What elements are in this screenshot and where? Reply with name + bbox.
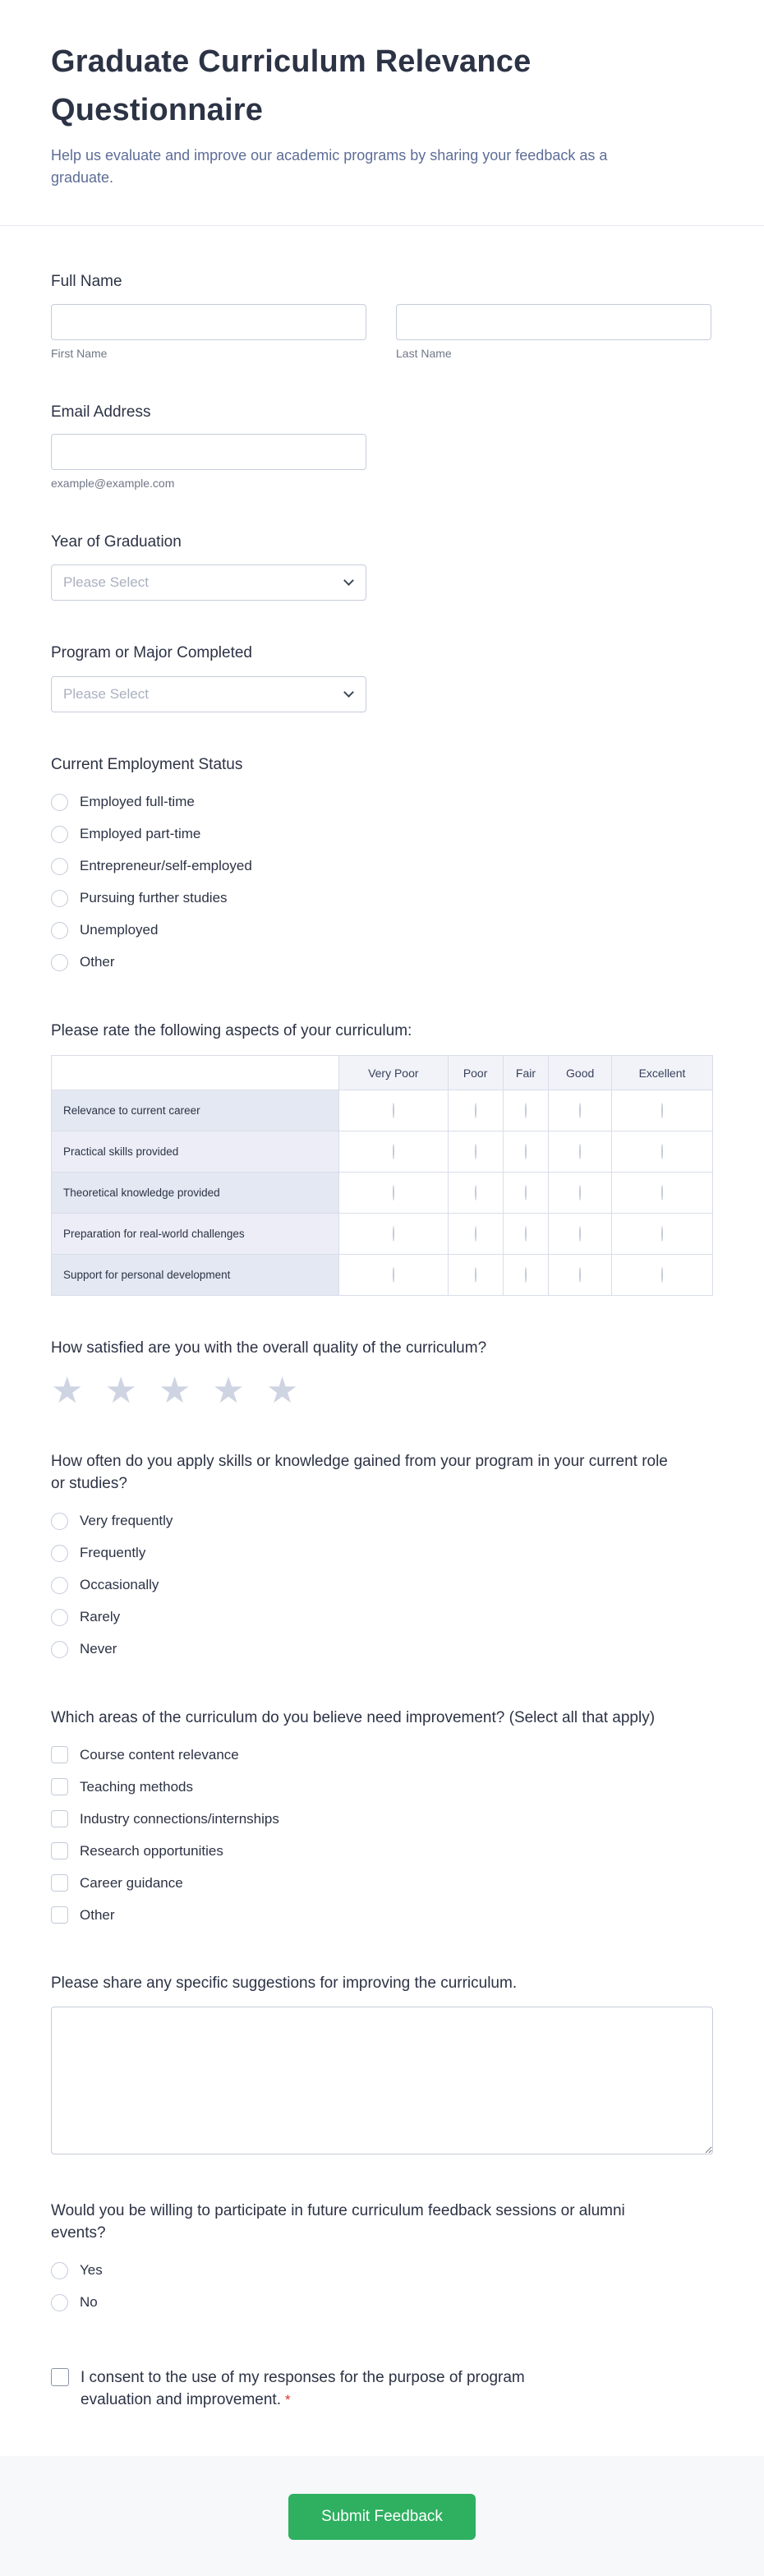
question-future-participation — [51, 2200, 713, 2319]
frequency-option[interactable] — [51, 1601, 713, 1634]
last-name-input[interactable] — [396, 304, 711, 340]
radio-icon[interactable] — [525, 1267, 527, 1283]
radio-icon[interactable] — [661, 1103, 663, 1118]
frequency-option-label: Occasionally — [80, 1577, 159, 1593]
employment-label: Current Employment Status — [51, 755, 243, 773]
improvement-option[interactable] — [51, 1867, 713, 1899]
consent-field[interactable] — [51, 2366, 713, 2412]
question-email — [51, 401, 713, 490]
employment-option[interactable] — [51, 915, 713, 947]
question-suggestions — [51, 1972, 713, 2159]
matrix-cell[interactable] — [503, 1090, 549, 1131]
radio-icon[interactable] — [661, 1267, 663, 1283]
form-header — [0, 0, 764, 226]
first-name-input[interactable] — [51, 304, 366, 340]
radio-icon[interactable] — [393, 1267, 394, 1283]
matrix-row-label: Practical skills provided — [52, 1131, 339, 1173]
improvement-option[interactable] — [51, 1899, 713, 1931]
matrix-cell[interactable] — [339, 1131, 449, 1173]
frequency-option[interactable] — [51, 1569, 713, 1601]
employment-option-label: Entrepreneur/self-employed — [80, 858, 252, 874]
matrix-row-label: Theoretical knowledge provided — [52, 1173, 339, 1214]
required-asterisk: * — [284, 2392, 291, 2408]
matrix-label: Please rate the following aspects of your curriculum: — [51, 1021, 412, 1039]
future-participation-label: Would you be willing to participate in future curriculum feedback sessions or alumni events? — [51, 2201, 625, 2242]
form-subtitle: Help us evaluate and improve our academic programs by sharing your feedback as a graduate. — [51, 146, 608, 186]
radio-icon[interactable] — [393, 1185, 394, 1200]
employment-option-label: Employed full-time — [80, 794, 195, 810]
matrix-row-label: Relevance to current career — [52, 1090, 339, 1131]
matrix-column-header: Very Poor — [339, 1056, 449, 1090]
future-participation-option-label: Yes — [80, 2262, 103, 2279]
frequency-option-label: Never — [80, 1641, 117, 1657]
radio-icon[interactable] — [661, 1144, 663, 1159]
matrix-cell[interactable] — [503, 1173, 549, 1214]
matrix-cell[interactable] — [549, 1214, 612, 1255]
matrix-cell[interactable] — [549, 1255, 612, 1296]
consent-label-text: I consent to the use of my responses for the purpose of program evaluation and improvement. — [81, 2368, 525, 2409]
radio-icon[interactable] — [579, 1267, 581, 1283]
radio-icon[interactable] — [579, 1185, 581, 1200]
radio-icon[interactable] — [51, 2262, 68, 2279]
matrix-row — [52, 1173, 713, 1214]
radio-icon[interactable] — [661, 1185, 663, 1200]
question-satisfaction — [51, 1337, 713, 1409]
question-full-name — [51, 270, 713, 361]
question-program — [51, 642, 713, 712]
star-rating — [51, 1373, 713, 1409]
radio-icon[interactable] — [51, 826, 68, 843]
matrix-row — [52, 1214, 713, 1255]
matrix-cell[interactable] — [448, 1131, 503, 1173]
full-name-label: Full Name — [51, 272, 122, 290]
form-footer — [0, 2456, 764, 2576]
radio-icon[interactable] — [525, 1144, 527, 1159]
employment-option[interactable] — [51, 850, 713, 882]
radio-icon[interactable] — [51, 1545, 68, 1562]
matrix-row — [52, 1090, 713, 1131]
radio-icon[interactable] — [393, 1144, 394, 1159]
matrix-cell[interactable] — [448, 1173, 503, 1214]
radio-icon[interactable] — [525, 1226, 527, 1242]
employment-option-label: Unemployed — [80, 922, 159, 938]
frequency-option[interactable] — [51, 1505, 713, 1537]
improvement-option[interactable] — [51, 1803, 713, 1835]
matrix-cell[interactable] — [549, 1131, 612, 1173]
improvement-option-label: Career guidance — [80, 1874, 183, 1891]
graduation-year-select[interactable] — [51, 565, 366, 601]
program-select[interactable] — [51, 676, 366, 712]
improvement-option-label: Course content relevance — [80, 1746, 239, 1763]
radio-icon[interactable] — [51, 794, 68, 811]
frequency-label: How often do you apply skills or knowledge gained from your program in your current role or studies? — [51, 1452, 668, 1493]
checkbox-icon[interactable] — [51, 1874, 68, 1892]
matrix-cell[interactable] — [611, 1090, 712, 1131]
radio-icon[interactable] — [579, 1103, 581, 1118]
matrix-row-label: Support for personal development — [52, 1255, 339, 1296]
radio-icon[interactable] — [661, 1226, 663, 1242]
matrix-cell[interactable] — [503, 1255, 549, 1296]
matrix-cell[interactable] — [549, 1173, 612, 1214]
radio-icon[interactable] — [51, 858, 68, 875]
matrix-cell[interactable] — [339, 1255, 449, 1296]
email-label: Email Address — [51, 403, 151, 422]
radio-icon[interactable] — [51, 922, 68, 939]
improvement-option-label: Other — [80, 1906, 115, 1923]
chevron-down-icon — [343, 576, 354, 587]
matrix-cell[interactable] — [503, 1214, 549, 1255]
frequency-option[interactable] — [51, 1634, 713, 1666]
employment-option[interactable] — [51, 818, 713, 850]
employment-option[interactable] — [51, 947, 713, 979]
matrix-column-header: Good — [549, 1056, 612, 1090]
suggestions-label: Please share any specific suggestions for improving the curriculum. — [51, 1975, 518, 1993]
radio-icon[interactable] — [51, 890, 68, 907]
checkbox-icon[interactable] — [51, 1778, 68, 1795]
consent-label — [81, 2366, 590, 2412]
checkbox-icon[interactable] — [51, 1810, 68, 1827]
question-frequency — [51, 1450, 713, 1666]
email-sublabel: example@example.com — [51, 476, 175, 490]
employment-option[interactable] — [51, 882, 713, 915]
checkbox-icon[interactable] — [51, 1842, 68, 1859]
matrix-row-label: Preparation for real-world challenges — [52, 1214, 339, 1255]
improvement-option[interactable] — [51, 1739, 713, 1771]
submit-button[interactable]: Submit Feedback — [288, 2494, 476, 2540]
matrix-column-header: Excellent — [611, 1056, 712, 1090]
matrix-column-header: Fair — [503, 1056, 549, 1090]
matrix-cell[interactable] — [448, 1214, 503, 1255]
radio-icon[interactable] — [51, 1577, 68, 1594]
program-label: Program or Major Completed — [51, 644, 252, 662]
frequency-option-label: Rarely — [80, 1609, 121, 1625]
improvement-label: Which areas of the curriculum do you believe need improvement? (Select all that apply) — [51, 1708, 656, 1726]
star-icon[interactable] — [104, 1373, 136, 1409]
matrix-cell[interactable] — [503, 1131, 549, 1173]
last-name-sublabel: Last Name — [396, 347, 452, 361]
employment-option-label: Employed part-time — [80, 826, 201, 842]
radio-icon[interactable] — [51, 1641, 68, 1658]
frequency-option-label: Very frequently — [80, 1513, 173, 1529]
improvement-option-label: Research opportunities — [80, 1842, 223, 1859]
question-graduation-year — [51, 531, 713, 601]
radio-icon[interactable] — [393, 1103, 394, 1118]
suggestions-textarea[interactable] — [51, 2007, 713, 2154]
matrix-cell[interactable] — [611, 1131, 712, 1173]
radio-icon[interactable] — [393, 1226, 394, 1242]
matrix-cell[interactable] — [611, 1255, 712, 1296]
matrix-cell[interactable] — [448, 1090, 503, 1131]
chevron-down-icon — [343, 687, 354, 698]
matrix-cell[interactable] — [549, 1090, 612, 1131]
matrix-cell[interactable] — [448, 1255, 503, 1296]
checkbox-icon[interactable] — [51, 1746, 68, 1763]
radio-icon[interactable] — [51, 954, 68, 971]
star-icon[interactable] — [266, 1373, 298, 1409]
employment-option-label: Other — [80, 954, 115, 970]
improvement-option[interactable] — [51, 1771, 713, 1803]
radio-icon[interactable] — [51, 1609, 68, 1626]
future-participation-option[interactable] — [51, 2287, 713, 2319]
matrix-cell[interactable] — [611, 1214, 712, 1255]
matrix-column-header: Poor — [448, 1056, 503, 1090]
radio-icon[interactable] — [579, 1226, 581, 1242]
radio-icon[interactable] — [579, 1144, 581, 1159]
consent-checkbox[interactable] — [51, 2368, 69, 2386]
checkbox-icon[interactable] — [51, 1906, 68, 1924]
future-participation-option-label: No — [80, 2294, 98, 2311]
improvement-option[interactable] — [51, 1835, 713, 1867]
satisfaction-label: How satisfied are you with the overall quality of the curriculum? — [51, 1339, 487, 1357]
radio-icon[interactable] — [475, 1103, 476, 1118]
matrix-cell[interactable] — [339, 1214, 449, 1255]
matrix-header-row — [52, 1056, 713, 1090]
radio-icon[interactable] — [51, 1513, 68, 1530]
future-participation-option[interactable] — [51, 2255, 713, 2287]
improvement-option-label: Teaching methods — [80, 1778, 193, 1795]
form-body — [0, 226, 764, 2412]
first-name-sublabel: First Name — [51, 347, 108, 361]
frequency-option[interactable] — [51, 1537, 713, 1569]
radio-icon[interactable] — [475, 1185, 476, 1200]
frequency-option-label: Frequently — [80, 1545, 146, 1561]
radio-icon[interactable] — [475, 1144, 476, 1159]
matrix-row — [52, 1131, 713, 1173]
matrix-row — [52, 1255, 713, 1296]
rating-matrix — [51, 1055, 713, 1296]
star-icon[interactable] — [51, 1373, 83, 1409]
question-employment — [51, 753, 713, 979]
radio-icon[interactable] — [475, 1226, 476, 1242]
employment-option-label: Pursuing further studies — [80, 890, 228, 906]
email-input[interactable] — [51, 434, 366, 470]
matrix-corner-cell — [52, 1056, 339, 1090]
radio-icon[interactable] — [475, 1267, 476, 1283]
graduation-year-selected-value: Please Select — [63, 574, 149, 591]
radio-icon[interactable] — [51, 2294, 68, 2311]
star-icon[interactable] — [159, 1373, 191, 1409]
question-improvement — [51, 1707, 713, 1932]
employment-option[interactable] — [51, 786, 713, 818]
form-title: Graduate Curriculum Relevance Questionnaire — [51, 44, 532, 127]
question-matrix — [51, 1020, 713, 1297]
matrix-cell[interactable] — [611, 1173, 712, 1214]
matrix-cell[interactable] — [339, 1173, 449, 1214]
matrix-cell[interactable] — [339, 1090, 449, 1131]
program-selected-value: Please Select — [63, 685, 149, 702]
radio-icon[interactable] — [525, 1103, 527, 1118]
graduation-year-label: Year of Graduation — [51, 532, 182, 551]
improvement-option-label: Industry connections/internships — [80, 1810, 279, 1827]
radio-icon[interactable] — [525, 1185, 527, 1200]
star-icon[interactable] — [212, 1373, 244, 1409]
